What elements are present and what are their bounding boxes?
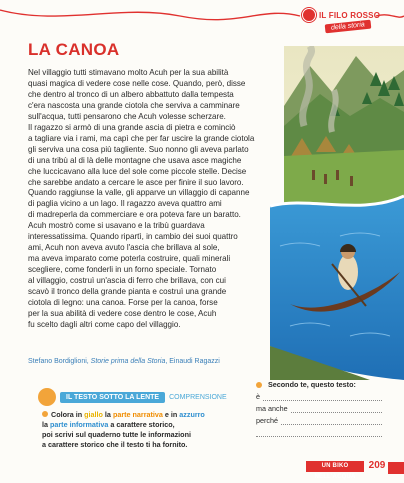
lens-label: IL TESTO SOTTO LA LENTE [60, 392, 165, 403]
story-line: a tagliare via i rami, ma capì che per far uscire la grande ciotola [28, 133, 255, 143]
story-line: di madreperla da commerciare e ora poteva fare un baratto. [28, 210, 241, 220]
story-line: ma aveva imparato come poterla costruire, quali minerali [28, 254, 231, 264]
story-line: gli serviva una cosa più tagliente. Suo nonno gli aveva parlato [28, 144, 249, 154]
story-line: Acuh mostrò come si usavano e la tribù guardava [28, 221, 205, 231]
story-line: scegliere, come fonderli in un forno speciale. Tornato [28, 265, 217, 275]
thread-knot-icon [302, 8, 316, 22]
answer-label-2: ma anche [256, 404, 288, 413]
answer-line-1[interactable] [256, 392, 382, 401]
citation-publisher: , Einaudi Ragazzi [165, 358, 220, 365]
question-head-text: Secondo te, questo testo: [268, 380, 356, 389]
story-line: di paglia vicino a un lago. Il ragazzo aveva quattro ami [28, 199, 222, 209]
answer-rule-2[interactable] [291, 405, 382, 413]
story-line: di una tribù al di là delle montagne che usava asce magiche [28, 155, 242, 165]
lens-text-4: parte narrativa [112, 410, 163, 419]
lens-text-1: Colora in [51, 410, 85, 419]
citation [28, 358, 220, 365]
bullet-icon [256, 382, 262, 388]
story-line: c'era nascosta una grande ciotola che serviva a camminare [28, 100, 240, 110]
answer-rule-1[interactable] [263, 393, 382, 401]
story-line: al villaggio, costruì un'ascia di ferro che brillava, con cui [28, 276, 226, 286]
lens-text-5: e in [162, 410, 180, 419]
answer-label-3: perché [256, 416, 278, 425]
thread-subtitle: della storia [325, 20, 372, 34]
story-line: scavò il tronco della grande pianta e costruì una grande [28, 287, 227, 297]
answer-label-1: è [256, 392, 260, 401]
lens-instructions [42, 410, 205, 450]
page-number: 209 [368, 460, 386, 471]
lens-tag [38, 388, 227, 406]
lens-text-8: parte informativa [50, 420, 109, 429]
magnifier-icon [38, 388, 56, 406]
answer-line-4[interactable] [256, 427, 382, 437]
story-line: Il ragazzo si armò di una grande ascia di pietra e cominciò [28, 122, 236, 132]
story-line: sull'acqua, tutti pensarono che Acuh volesse scherzare. [28, 111, 226, 121]
question-head [256, 380, 382, 389]
story-line: ciotola di legno: una canoa. Forse per la canoa, forse [28, 298, 218, 308]
answer-line-2[interactable] [256, 404, 382, 413]
lens-text-3: la [102, 410, 113, 419]
story-line: Quando raggiunse la valle, gli apparve un villaggio di capanne [28, 188, 250, 198]
citation-author: Stefano Bordiglioni, [28, 358, 91, 365]
lens-text-2: giallo [84, 410, 103, 419]
lens-text-7: la [42, 420, 50, 429]
bullet-icon [42, 411, 48, 417]
story-line: Nel villaggio tutti stimavano molto Acuh per la sua abilità [28, 68, 229, 77]
section-label: UN BIKO NELL'ACQUA [306, 461, 364, 472]
question-box [256, 380, 382, 450]
canoe-illustration [270, 46, 404, 380]
citation-book: Storie prima della Storia [90, 358, 166, 365]
story-line: per la sua abilità di vedere cose dentro le cose, Acuh [28, 308, 217, 318]
story-line: che dentro al tronco di un albero abbattuto dalla tempesta [28, 89, 234, 99]
thread-title: IL FILO ROSSO [319, 10, 381, 20]
lens-box [36, 388, 248, 450]
answer-rule-3[interactable] [281, 417, 382, 425]
lens-competence: COMPRENSIONE [169, 393, 227, 401]
story-line: quasi magica di vedere cose nelle cose. Quando, però, disse [28, 78, 246, 88]
lens-text-11: a carattere storico che il testo ti ha fornito. [42, 440, 188, 449]
lens-text-9: a carattere storico, [108, 420, 175, 429]
story-line: ami, Acuh non aveva avuto l'ascia che brillava al sole, [28, 243, 220, 253]
lens-text-10: poi scrivi sul quaderno tutte le informazioni [42, 430, 191, 439]
answer-line-3[interactable] [256, 416, 382, 425]
story-text [28, 68, 298, 331]
lens-text-6: azzurro [179, 410, 205, 419]
story-line: fu scelto dagli altri come capo del villaggio. [28, 319, 181, 329]
story-title: LA CANOA [28, 40, 120, 59]
footer-strip [388, 462, 404, 474]
story-line: interessatissima. Quando ripartì, in cambio dei suoi quattro [28, 232, 238, 242]
story-line: che luccicavano alla luce del sole come piccole stelle. Decise [28, 166, 247, 176]
story-line: che sarebbe andato a cercare le asce per finire il suo lavoro. [28, 177, 244, 187]
